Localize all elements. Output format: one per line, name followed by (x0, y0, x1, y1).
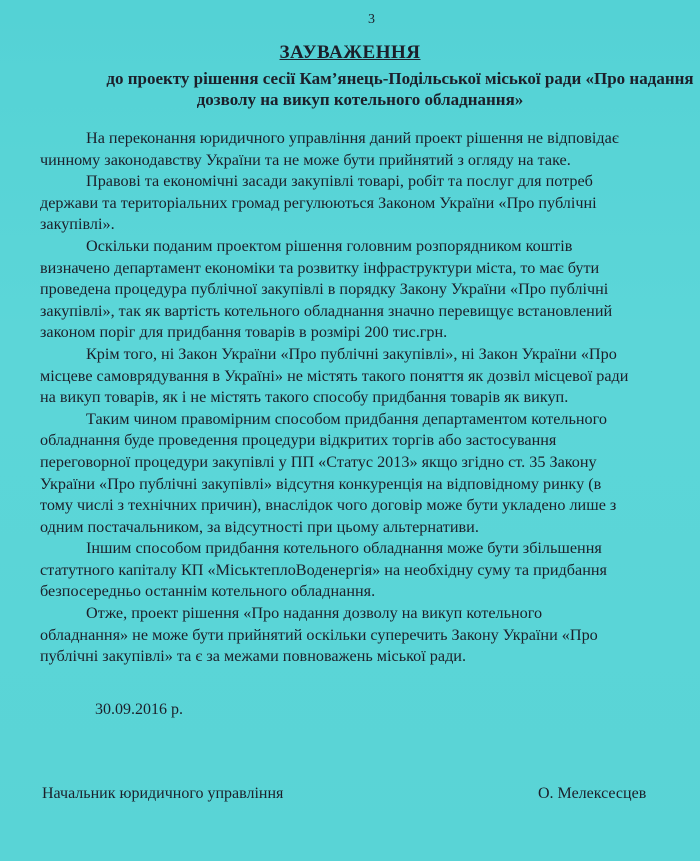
document-body (40, 128, 700, 668)
paragraph-3 (40, 236, 700, 344)
text-line: Правові та економічні засади закупівлі товарі, робіт та послуг для потреб (86, 172, 593, 191)
page-number: 3 (368, 12, 375, 27)
text-line: переговорної процедури закупівлі у ПП «Статус 2013» якщо згідно ст. 35 Закону (40, 452, 597, 471)
text-line: визначено департамент економіки та розвитку інфраструктури міста, то має бути (40, 258, 600, 277)
paragraph-4 (40, 344, 700, 409)
paragraph-1 (40, 128, 700, 171)
text-line: безпосередньо останнім котельного обладнання. (40, 582, 376, 601)
text-line: законом поріг для придбання товарів в розмірі 200 тис.грн. (40, 323, 448, 342)
text-line: Таким чином правомірним способом придбання департаментом котельного (86, 409, 607, 428)
signatory-name: О. Мелексесцев (538, 785, 647, 802)
text-line: Оскільки поданим проектом рішення головним розпорядником коштів (86, 236, 573, 255)
text-line: обладнання» не може бути прийнятий оскільки суперечить Закону України «Про (40, 625, 598, 644)
document-date: 30.09.2016 р. (95, 701, 183, 718)
text-line: закупівлі», так як вартість котельного обладнання значно перевищує встановлений (40, 301, 613, 320)
subtitle-line: до проекту рішення сесії Кам’янець-Подільської міської ради «Про надання (106, 69, 694, 88)
text-line: публічні закупівлі» та є за межами повноважень міської ради. (40, 647, 467, 666)
text-line: Отже, проект рішення «Про надання дозволу на викуп котельного (86, 604, 543, 623)
document-subtitle (40, 68, 700, 110)
text-line: на викуп товарів, як і не містять такого способу придбання товарів як викуп. (40, 388, 569, 407)
paragraph-7 (40, 603, 700, 668)
paragraph-2 (40, 171, 700, 236)
text-line: обладнання буде проведення процедури відкритих торгів або застосування (40, 431, 557, 450)
text-line: місцеве самоврядування в Україні» не містять такого поняття як дозвіл місцевої ради (40, 366, 629, 385)
paragraph-6 (40, 538, 700, 603)
text-line: тому числі з технічних причин), внаслідок чого договір може бути укладено лише з (40, 496, 617, 515)
text-line: Іншим способом придбання котельного обладнання може бути збільшення (86, 539, 602, 558)
text-line: статутного капіталу КП «МіськтеплоВоденергія» на необхідну суму та придбання (40, 560, 607, 579)
subtitle-line: дозволу на викуп котельного обладнання» (196, 90, 524, 109)
text-line: На переконання юридичного управління даний проект рішення не відповідає (86, 129, 619, 147)
document-title: ЗАУВАЖЕННЯ (279, 42, 421, 63)
signatory-position: Начальник юридичного управління (42, 785, 284, 802)
text-line: чинному законодавству України та не може бути прийнятий з огляду на таке. (40, 150, 571, 169)
text-line: закупівлі». (40, 215, 115, 234)
paragraph-5 (40, 409, 700, 539)
text-line: проведена процедура публічної закупівлі в порядку Закону України «Про публічні (40, 280, 609, 299)
text-line: одним постачальником, за відсутності при цьому альтернативи. (40, 517, 479, 536)
text-line: Крім того, ні Закон України «Про публічні закупівлі», ні Закон України «Про (86, 344, 617, 363)
text-line: держави та територіальних громад регулюються Законом України «Про публічні (40, 193, 597, 212)
text-line: України «Про публічні закупівлі» відсутня конкуренція на відповідному ринку (в (40, 474, 602, 493)
